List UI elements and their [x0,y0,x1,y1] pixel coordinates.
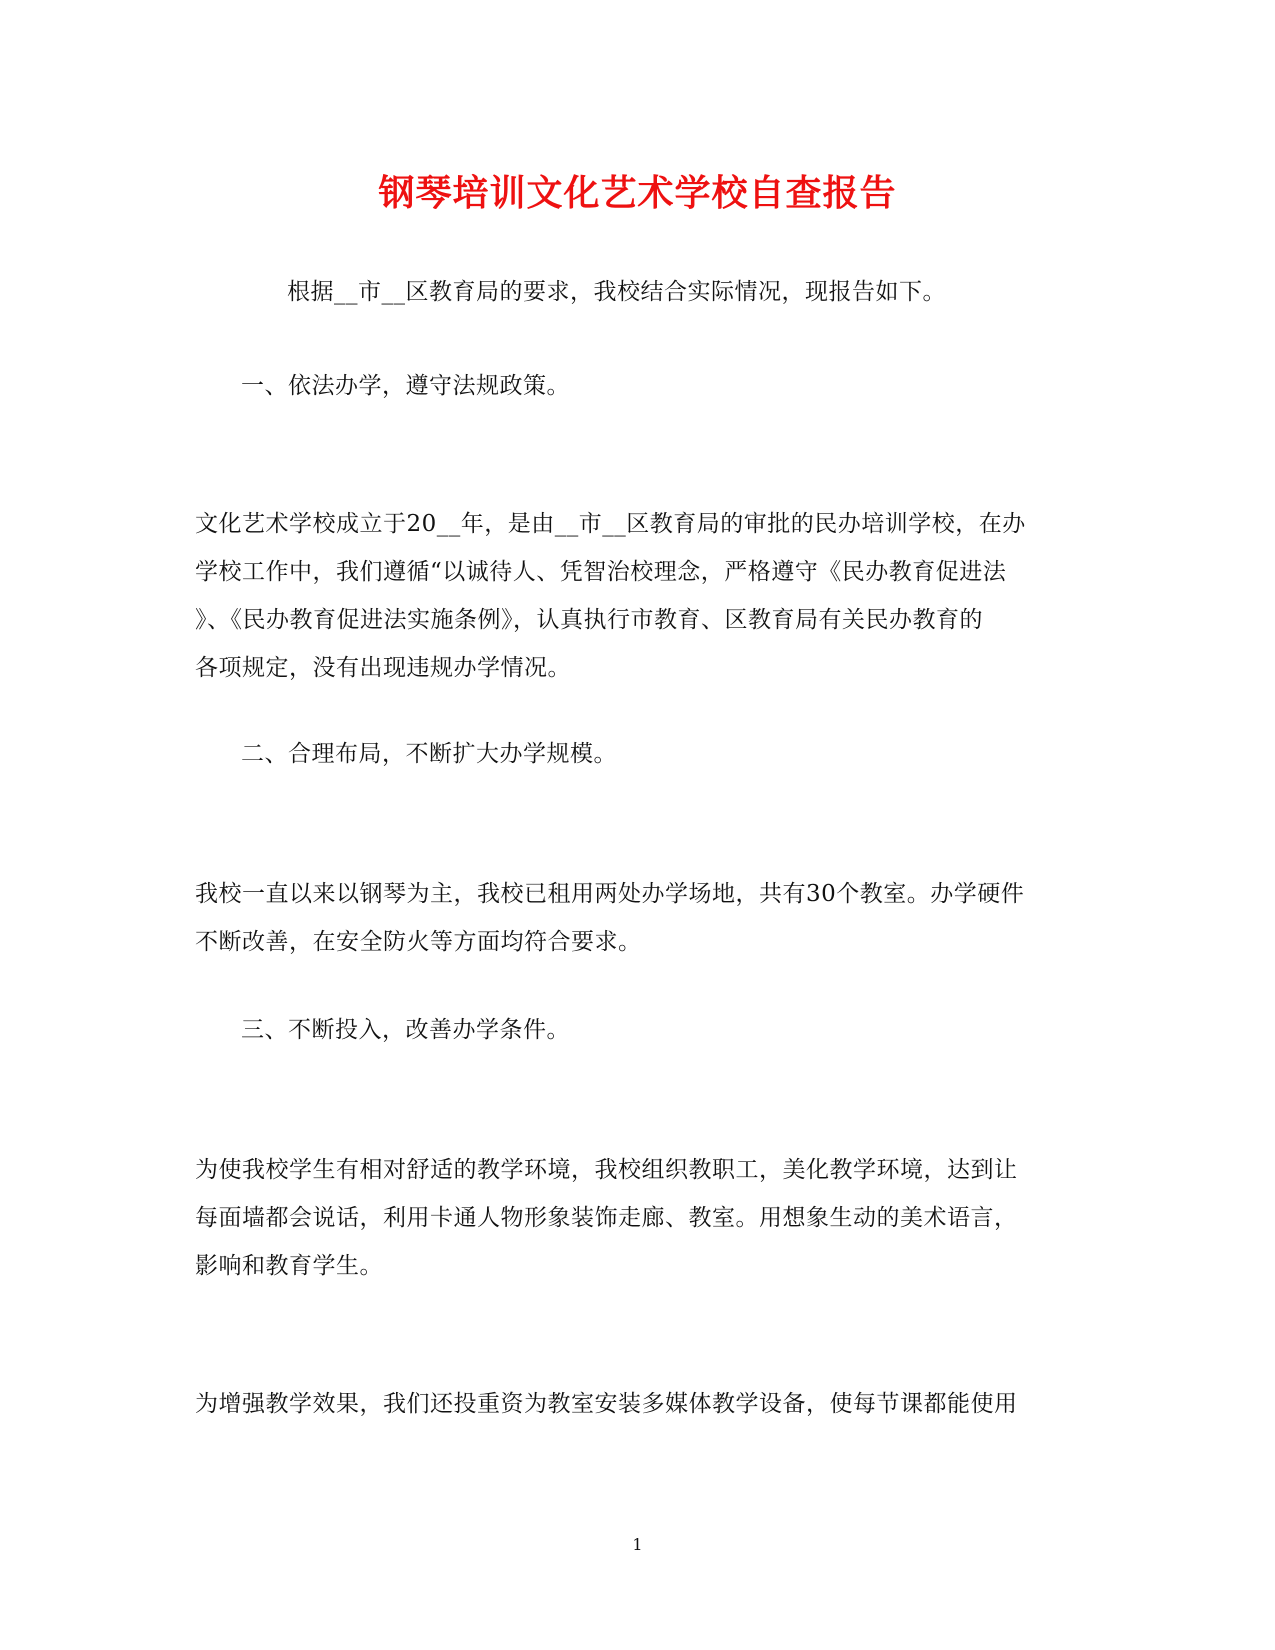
section-2-body-line: 不断改善，在安全防火等方面均符合要求。 [195,929,642,955]
section-3-body-line: 为使我校学生有相对舒适的教学环境，我校组织教职工，美化教学环境，达到让 [195,1157,1018,1183]
section-3-body-1 [195,1146,1075,1290]
section-2-body [195,870,1075,966]
section-1-body-line: 各项规定，没有出现违规办学情况。 [195,655,571,681]
intro-paragraph: 根据__市__区教育局的要求，我校结合实际情况，现报告如下。 [287,279,946,305]
section-2-heading: 二、合理布局，不断扩大办学规模。 [241,741,617,767]
section-1-body-line: 文化艺术学校成立于20__年，是由__市__区教育局的审批的民办培训学校，在办 [195,511,1026,537]
section-1-body [195,500,1075,692]
section-3-body-2 [195,1380,1075,1428]
section-1-body-line: 》、《民办教育促进法实施条例》，认真执行市教育、区教育局有关民办教育的 [195,607,983,633]
section-1-body-line: 学校工作中，我们遵循“以诚待人、凭智治校理念，严格遵守《民办教育促进法 [195,559,1007,585]
section-3-heading: 三、不断投入，改善办学条件。 [241,1017,570,1043]
section-1-heading: 一、依法办学，遵守法规政策。 [241,373,570,399]
section-2-body-line: 我校一直以来以钢琴为主，我校已租用两处办学场地，共有30个教室。办学硬件 [195,881,1025,907]
document-title: 钢琴培训文化艺术学校自查报告 [378,172,897,214]
section-3-body-line: 每面墙都会说话，利用卡通人物形象装饰走廊、教室。用想象生动的美术语言， [195,1205,1018,1231]
section-3-body-line: 为增强教学效果，我们还投重资为教室安装多媒体教学设备，使每节课都能使用 [195,1391,1018,1417]
section-3-body-line: 影响和教育学生。 [195,1253,383,1279]
page-number: 1 [632,1535,643,1554]
